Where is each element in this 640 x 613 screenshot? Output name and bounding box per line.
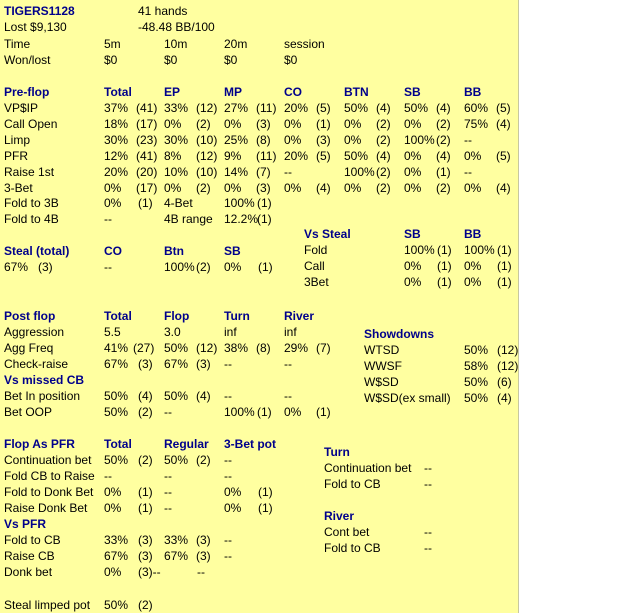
stat-value: -- [164,469,172,483]
stat-value: 33% [164,101,189,115]
stat-value: 8% [164,149,182,163]
section-heading: Vs Steal [304,227,351,241]
stat-label: Raise Donk Bet [4,501,88,515]
stat-count: (4) [138,389,153,403]
column-heading: Regular [164,437,209,451]
stat-value: 50% [344,149,369,163]
stat-value: 30% [104,133,129,147]
stat-count: (2) [138,405,153,419]
stat-value: -- [424,477,432,491]
stat-value: 50% [104,405,129,419]
stat-count: (8) [256,133,271,147]
stat-count: (1) [497,243,512,257]
stat-count: (2) [196,117,211,131]
stat-value: -- [284,165,292,179]
column-heading: EP [164,85,181,99]
wonlost-value: $0 [284,53,298,67]
stat-value: -- [164,501,172,515]
stat-value: 0% [404,259,422,273]
stat-count: (41) [136,149,158,163]
stat-value: -- [224,357,232,371]
section-heading: Vs missed CB [4,373,85,387]
stat-value: 50% [464,343,489,357]
stat-value: 67% [4,260,29,274]
stat-count: (2) [436,133,451,147]
time-col: session [284,37,325,51]
stat-label: 3Bet [304,275,329,289]
stat-value: 0% [344,181,362,195]
stat-value: -- [224,533,232,547]
stat-count: (17) [136,181,158,195]
stat-label: Continuation bet [324,461,412,475]
section-heading: Turn [324,445,350,459]
stat-count: (41) [136,101,158,115]
column-heading: SB [404,227,421,241]
stat-value: 38% [224,341,249,355]
stat-count: (2) [436,181,451,195]
column-heading: Btn [164,244,184,258]
stat-value: -- [424,541,432,555]
stat-value: 0% [224,485,242,499]
stat-value: 50% [164,389,189,403]
hands-count: 41 hands [138,4,188,18]
stat-label: Limp [4,133,31,147]
stat-value: 0% [284,117,302,131]
stat-count: (1) [258,485,273,499]
stat-label: Fold to 3B [4,196,59,210]
stat-value: 67% [164,549,189,563]
section-heading: Showdowns [364,327,434,341]
stat-count: (3) [316,133,331,147]
stat-value: 0% [344,133,362,147]
stat-value: 0% [344,117,362,131]
stat-value: 12.2% [224,212,259,226]
stat-value: 50% [164,453,189,467]
stat-count: (1) [436,165,451,179]
stat-count: (2) [138,453,153,467]
stat-value: 3.0 [164,325,181,339]
stat-count: (3) [196,357,211,371]
player-name: TIGERS1128 [4,4,75,18]
stat-label: 3-Bet [4,181,33,195]
stat-label: Donk bet [4,565,53,579]
stat-count: (27) [133,341,155,355]
section-heading: Post flop [4,309,56,323]
stat-label: Call [304,259,325,273]
stat-value: -- [424,525,432,539]
stat-count: (11) [256,149,277,163]
stat-value: 100% [464,243,495,257]
stat-value: 0% [404,149,422,163]
stat-value: 20% [104,165,129,179]
stat-label: 4-Bet [164,196,193,210]
stat-value: 50% [104,389,129,403]
section-heading: River [324,509,355,523]
stat-label: WTSD [364,343,400,357]
stat-count: (2) [196,260,211,274]
stat-value: 58% [464,359,489,373]
column-heading: BB [464,227,482,241]
stat-count: (1) [138,485,153,499]
section-heading: Flop As PFR [4,437,75,451]
stat-label: Bet OOP [4,405,53,419]
stat-label: Fold [304,243,328,257]
stat-label: W$SD(ex small) [364,391,451,405]
stat-value: 50% [344,101,369,115]
stat-count: (1) [257,212,272,226]
stat-value: -- [464,165,472,179]
stat-label: W$SD [364,375,399,389]
column-heading: SB [224,244,241,258]
stat-count: (10) [196,165,218,179]
stat-count: (2) [376,133,391,147]
stat-value: 0% [464,149,482,163]
time-col: 10m [164,37,188,51]
column-heading: MP [224,85,242,99]
stat-count: (5) [496,101,511,115]
stat-value: 5.5 [104,325,121,339]
stat-value: 9% [224,149,242,163]
stat-count: (1) [437,243,452,257]
stat-label: Raise 1st [4,165,55,179]
column-heading: Turn [224,309,250,323]
stat-count: (6) [497,375,512,389]
column-heading: Total [104,85,132,99]
stat-label: WWSF [364,359,402,373]
stat-value: 0% [404,117,422,131]
stat-count: (12) [497,359,519,373]
stat-count: (1) [258,260,273,274]
stat-count: (10) [196,133,218,147]
stat-value: 14% [224,165,249,179]
stat-count: (12) [497,343,519,357]
stat-value: 100% [404,133,435,147]
stat-count: (23) [136,133,158,147]
stat-value: 0% [224,181,242,195]
stat-value: 50% [164,341,189,355]
stat-value: -- [224,453,232,467]
stat-value: 50% [404,101,429,115]
column-heading: CO [284,85,302,99]
stat-count: (4) [436,149,451,163]
time-col: 5m [104,37,121,51]
stat-value: 27% [224,101,249,115]
column-heading: 3-Bet pot [224,437,276,451]
stat-value: 33% [164,533,189,547]
stat-label: Fold to CB [324,477,381,491]
stat-value: -- [284,357,292,371]
stat-value: 29% [284,341,309,355]
stat-count: (3) [138,549,153,563]
stat-label: Continuation bet [4,453,92,467]
stat-count: (3)-- [138,565,161,579]
stat-count: (3) [256,117,271,131]
stat-value: 67% [164,357,189,371]
stat-count: (1) [316,117,331,131]
stat-value: 37% [104,101,129,115]
column-heading: Total [104,309,132,323]
stat-count: (2) [196,181,211,195]
stat-count: (3) [256,181,271,195]
stat-value: 0% [284,405,302,419]
stat-value: 25% [224,133,249,147]
stat-label: Check-raise [4,357,69,371]
stat-count: (1) [258,501,273,515]
stat-count: (1) [257,196,272,210]
stat-count: (3) [138,533,153,547]
stat-count: (2) [436,117,451,131]
stat-count: (4) [496,117,511,131]
stat-value: 18% [104,117,129,131]
stat-count: (17) [136,117,158,131]
stat-value: -- [224,389,232,403]
stat-value: 0% [104,565,122,579]
stat-label: Fold to Donk Bet [4,485,94,499]
stat-count: (1) [138,501,153,515]
stat-count: (3) [138,357,153,371]
stat-value: 50% [464,375,489,389]
stat-label: Fold to CB [324,541,381,555]
stat-value: 12% [104,149,129,163]
stat-count: (3) [196,533,211,547]
stat-count: (3) [38,260,53,274]
column-heading: BTN [344,85,369,99]
stat-label: Fold CB to Raise [4,469,95,483]
stat-count: (4) [496,181,511,195]
stat-value: -- [464,133,472,147]
stat-value: 20% [284,101,309,115]
stat-value: -- [164,485,172,499]
wonlost-value: $0 [164,53,178,67]
stat-value: 67% [104,357,129,371]
stat-value: -- [104,469,112,483]
column-heading: CO [104,244,122,258]
stat-value: 0% [104,196,122,210]
stat-value: 0% [164,117,182,131]
column-heading: Total [104,437,132,451]
stat-count: (2) [196,453,211,467]
section-heading: Steal (total) [4,244,70,258]
stat-value: 0% [224,501,242,515]
stat-count: (4) [316,181,331,195]
stat-count: (12) [196,341,218,355]
stat-value: inf [224,325,237,339]
section-heading: Vs PFR [4,517,47,531]
stat-value: -- [284,389,292,403]
stat-count: (4) [436,101,451,115]
stat-count: (1) [437,275,452,289]
stat-count: (11) [256,101,277,115]
stat-value: 41% [104,341,129,355]
stat-value: 0% [224,260,242,274]
section-heading: Pre-flop [4,85,50,99]
stat-value: 0% [404,165,422,179]
stat-count: (1) [138,196,153,210]
stat-label: Fold to CB [4,533,61,547]
stat-count: (3) [196,549,211,563]
stat-value: -- [224,549,232,563]
bb-per-100: -48.48 BB/100 [138,20,215,34]
stat-value: -- [104,212,112,226]
column-heading: SB [404,85,421,99]
stat-count: (2) [376,117,391,131]
stat-value: 0% [104,485,122,499]
stat-value: -- [424,461,432,475]
stat-value: 50% [104,453,129,467]
stat-count: (12) [196,149,218,163]
stat-count: (1) [497,259,512,273]
time-col: 20m [224,37,248,51]
wonlost-value: $0 [104,53,118,67]
stat-count: (4) [196,389,211,403]
stat-value: 67% [104,549,129,563]
stat-count: (5) [316,149,331,163]
stat-value: 0% [464,259,482,273]
stat-count: (2) [138,598,153,612]
stat-label: Agg Freq [4,341,54,355]
stat-count: (4) [376,101,391,115]
stat-value: 100% [224,405,255,419]
column-heading: BB [464,85,482,99]
stat-value: -- [164,405,172,419]
stat-value: 60% [464,101,489,115]
stat-value: 30% [164,133,189,147]
stat-label: Steal limped pot [4,598,91,612]
stat-label: Cont bet [324,525,370,539]
stat-value: 50% [104,598,129,612]
stat-count: (4) [376,149,391,163]
stat-value: 10% [164,165,189,179]
stat-value: 0% [104,501,122,515]
column-heading: Flop [164,309,190,323]
stat-count: (2) [376,181,391,195]
stat-value: 0% [404,275,422,289]
stat-count: (8) [256,341,271,355]
stat-count: (1) [257,405,272,419]
stat-value: inf [284,325,297,339]
stat-value: 0% [164,181,182,195]
stat-count: (4) [497,391,512,405]
stat-count: (1) [497,275,512,289]
stat-count: (5) [496,149,511,163]
stat-count: (12) [196,101,218,115]
stat-label: VP$IP [4,101,39,115]
stat-value: 0% [224,117,242,131]
stat-value: 0% [464,275,482,289]
stat-count: (20) [136,165,158,179]
stat-value: 50% [464,391,489,405]
time-label: Time [4,37,31,51]
stat-count: (1) [437,259,452,273]
stat-count: (2) [376,165,391,179]
stat-count: (1) [316,405,331,419]
stat-value: 100% [404,243,435,257]
stat-value: 0% [284,181,302,195]
stat-value: 0% [284,133,302,147]
stat-label: Call Open [4,117,58,131]
stat-value: 100% [224,196,255,210]
wonlost-label: Won/lost [4,53,51,67]
stat-value: 75% [464,117,489,131]
stat-value: -- [197,565,205,579]
stat-value: 20% [284,149,309,163]
stat-count: (7) [256,165,271,179]
lost-amount: Lost $9,130 [4,20,67,34]
stat-value: 100% [344,165,375,179]
stat-value: 0% [464,181,482,195]
stat-count: (5) [316,101,331,115]
stat-label: Aggression [4,325,65,339]
stat-value: 100% [164,260,195,274]
stat-label: PFR [4,149,28,163]
stat-value: -- [224,469,232,483]
stat-value: 33% [104,533,129,547]
stat-label: Bet In position [4,389,81,403]
stat-value: 0% [404,181,422,195]
stat-value: -- [104,260,112,274]
stat-value: 0% [104,181,122,195]
column-heading: River [284,309,315,323]
wonlost-value: $0 [224,53,238,67]
stat-label: Raise CB [4,549,55,563]
stat-count: (7) [316,341,331,355]
stat-label: 4B range [164,212,213,226]
stat-label: Fold to 4B [4,212,59,226]
